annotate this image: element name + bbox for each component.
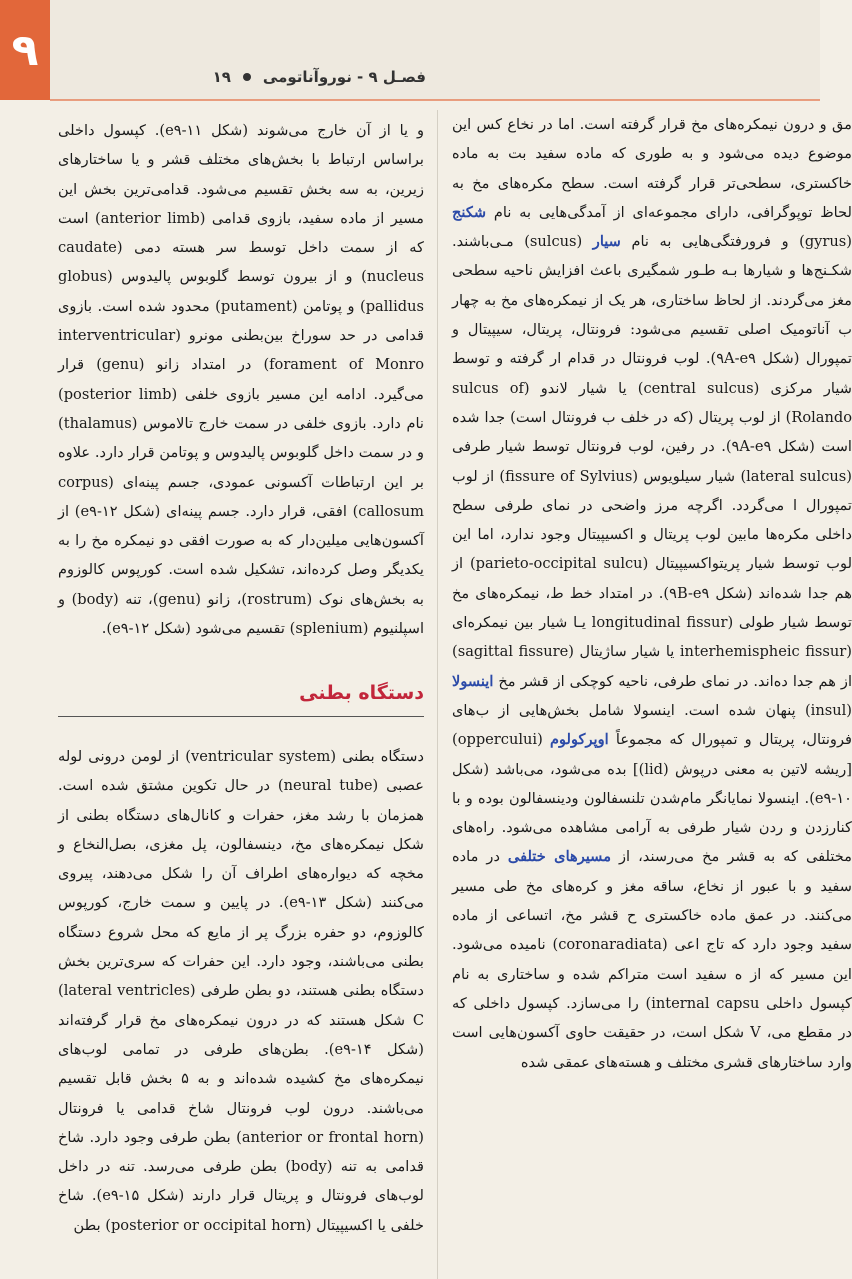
keyword-gyrus: شکنج (452, 203, 487, 221)
section-title: دستگاه بطنی (299, 682, 424, 704)
bullet-icon (243, 73, 251, 81)
left-column-top (58, 116, 424, 643)
page-number: ۱۹ (212, 68, 231, 86)
chapter-number-tab: ۹ (0, 0, 50, 100)
paragraph-hemispheres (452, 110, 852, 1077)
keyword-sulcus: سیار (592, 233, 621, 251)
text-run: (insul) پنهان شده است. اینسولا شامل بخش‌هایی از ب‌های فرونتال، پریتال و تمپورال که مجموعاً (452, 701, 852, 749)
keyword-insula: اینسولا (452, 672, 494, 690)
text-run: (oppercului) [ریشه لاتین به معنی درپوش (lid)] بده می‌شود، می‌باشد (شکل ۱۰-e۹). اینسولا نمایانگر مام‌شدن تلنسفالون ودینسفالون بوده و با کنارزدن و ردن شیار طرفی به آرامی مشاهده می‌شود. راه‌های مختلفی که به قشر مخ می‌رسند، از (452, 731, 852, 866)
section-rule (58, 716, 424, 717)
running-head (66, 64, 426, 90)
left-column-bottom (58, 742, 424, 1240)
text-run: در ماده سفید و با عبور از نخاع، ساقه مغز و کره‌های مخ طی مسیر می‌کنند. در عمق ماده خاکستری ح قشر مخ، اتساعی از ماده سفید وجود دارد که تاج اعی (coronaradiata) نامیده می‌شود. این مسیر که از ه سفید است متراکم شده و ساختاری به نام کپسول داخلی internal capsu) را می‌سازد. کپسول داخلی که در مقطع می، V شکل است، در حقیقت حاوی آکسون‌هایی است وارد ساختارهای قشری مختلف و هسته‌های عمقی شده (452, 848, 852, 1071)
paragraph-internal-capsule: و یا از آن خارج می‌شوند (شکل ۱۱-e۹). کپسول داخلی براساس ارتباط با بخش‌های مختلف قشر و یا ساختارهای زیرین، به سه بخش تقسیم می‌شود. قدامی‌ترین بخش این مسیر از ماده سفید، بازوی قدامی (anterior limb) است که از سمت داخل توسط سر هسته دمی (caudate nucleus) و از بیرون توسط گلوبوس پالیدوس (globus pallidus) و پوتامن (putament) محدود شده است. بازوی قدامی در حد سوراخ بین‌بطنی مونرو (interventricular forament of Monro) در امتداد زانو (genu) قرار می‌گیرد. ادامه این مسیر بازوی خلفی (posterior limb) نام دارد. بازوی خلفی در سمت خارج تالاموس (thalamus) و در سمت داخل گلوبوس پالیدوس و پوتامن قرار دارد. علاوه بر این ارتباطات آکسونی عمودی، جسم پینه‌ای (corpus callosum) افقی، قرار دارد. جسم پینه‌ای (شکل ۱۲-e۹) از آکسون‌هایی میلین‌دار که به صورت افقی دو نیمکره مخ را به یکدیگر وصل کرده‌اند، تشکیل شده است. کورپوس کالوزوم به بخش‌های نوک (rostrum)، زانو (genu)، تنه (body) و اسپلنیوم (splenium) تقسیم می‌شود (شکل ۱۲-e۹). (58, 122, 425, 638)
header-rule (50, 99, 820, 101)
keyword-pathways: مسیرهای ختلفی (507, 848, 612, 866)
column-divider (437, 110, 438, 1279)
text-run: (gyrus) و فرورفتگی‌هایی به نام (631, 233, 852, 251)
text-run: مق و درون نیمکره‌های مخ قرار گرفته است. اما در نخاع کس این موضوع دیده می‌شود و به طوری که ماده سفید بت به ماده خاکستری، سطحی‌تر قرار گرفته است. سطح مکره‌های مخ به لحاظ توپوگرافی، دارای مجموعه‌ای از آمدگی‌هایی به نام (452, 116, 852, 221)
keyword-operculum: اوپرکولوم (549, 731, 609, 749)
text-run: (sulcus) مـی‌باشند. شکـنج‌ها و شیارها بـه طـور شمگیری باعث افزایش ناحیه سطحی مغز می‌گردند. از لحاظ ساختاری، هر یک از نیمکره‌های مخ به چهار ب آناتومیک اصلی تقسیم می‌شود: فرونتال، پریتال، سیپیتال و تمپورال (شکل ۹A-e۹). لوب فرونتال در قدام ار گرفته و توسط شیار مرکزی (central sulcus) یا شیار لاندو (sulcus of Rolando) از لوب پریتال (که در خلف ب فرونتال است) جدا شده است (شکل ۹A-e۹). در رفین، لوب فرونتال توسط شیار طرفی (lateral sulcus) شیار سیلویوس (fissure of Sylvius) از لوب تمپورال ا می‌گردد. اگرچه مرز واضحی در نمای طرفی سطح داخلی مکره‌ها مابین لوب پریتال و اکسیپیتال وجود ندارد، اما این لوب توسط شیار پریتواکسیپیتال (parieto-occipital sulcu) از هم جدا شده‌اند (شکل ۹B-e۹). در امتداد خط ط، نیمکره‌های مخ توسط شیار طولی (longitudinal fissur یـا شیار بین نیمکره‌ای (interhemispheic fissur یا شیار ساژیتال (sagittal fissure) از هم جدا ده‌اند. در نمای طرفی، ناحیه کوچکی از قشر مخ (452, 233, 852, 690)
right-column (452, 110, 852, 1077)
chapter-title: فصـل ۹ - نوروآناتومی (262, 68, 426, 86)
paragraph-ventricular-system: دستگاه بطنی (ventricular system) از لومن درونی لوله عصبی (neural tube) در حال تکوین مشتق شده است. همزمان با رشد مغز، حفرات و کانال‌های دستگاه بطنی از شکل نیمکره‌های مخ، دینسفالون، پل مغزی، بصل‌النخاع و مخچه که دیواره‌های اطراف آن را شکل می‌دهند، پیروی می‌کنند (شکل ۱۳-e۹). در پایین و سمت خارج، کورپوس کالوزوم، دو حفره بزرگ پر از مایع که محل شروع دستگاه بطنی می‌باشند، وجود دارد. این حفرات که سری‌ترین بخش دستگاه بطنی هستند، دو بطن طرفی (lateral ventricles) C شکل هستند که در درون نیمکره‌های مخ قرار گرفته‌اند (شکل ۱۴-e۹). بطن‌های طرفی در تمامی لوب‌های نیمکره‌های مخ کشیده شده‌اند و به ۵ بخش قابل تقسیم می‌باشند. درون لوب فرونتال شاخ قدامی یا فرونتال (anterior or frontal horn) بطن طرفی وجود دارد. شاخ قدامی به تنه (body) بطن طرفی می‌رسد. تنه در داخل لوب‌های فرونتال و پریتال قرار دارند (شکل ۱۵-e۹). شاخ خلفی یا اکسیپیتال (posterior or occipital horn) بطن (58, 748, 425, 1234)
